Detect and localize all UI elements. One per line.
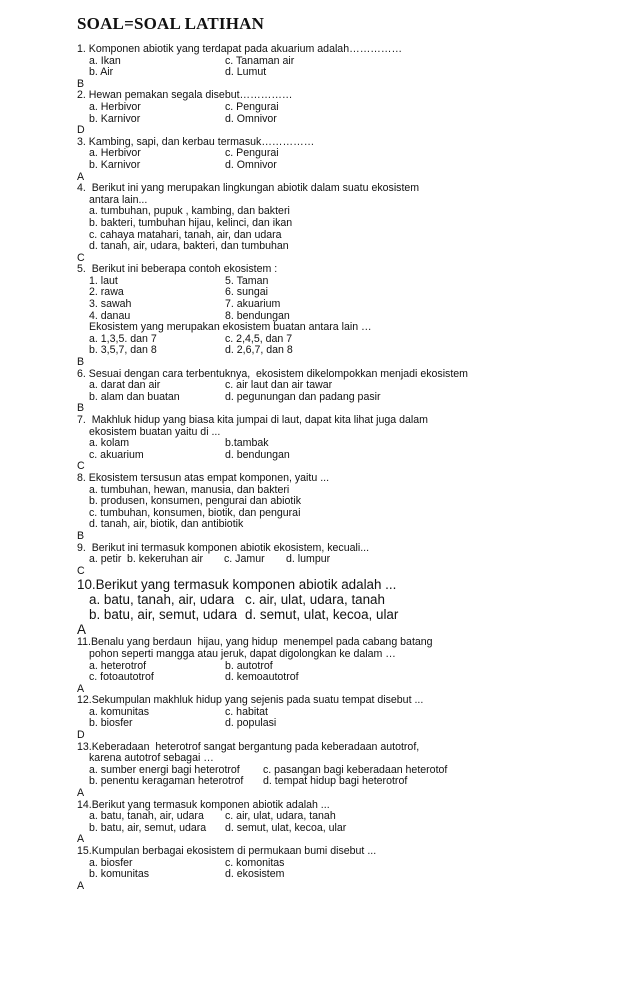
option: d. 2,6,7, dan 8	[225, 344, 293, 357]
question-9	[77, 543, 622, 578]
option: a. 1,3,5. dan 7	[89, 332, 157, 345]
answer-key: C	[77, 251, 85, 264]
option: b. biosfer	[89, 717, 133, 730]
option: d. tanah, air, biotik, dan antibiotik	[89, 518, 244, 531]
page-title: SOAL=SOAL LATIHAN	[77, 14, 265, 33]
question-text: 5. Berikut ini beberapa contoh ekosistem :	[77, 263, 278, 276]
option: d. bendungan	[225, 448, 290, 461]
option: a. kolam	[89, 437, 130, 450]
question-list	[77, 44, 622, 892]
option: d. tempat hidup bagi heterotrof	[263, 775, 408, 788]
option-row	[77, 823, 622, 835]
option: a. komunitas	[89, 705, 150, 718]
question-8	[77, 473, 622, 543]
option: d. lumpur	[286, 553, 331, 566]
answer-key: A	[77, 682, 85, 695]
option: b. Air	[89, 66, 114, 79]
question-1	[77, 44, 622, 90]
answer-key: B	[77, 402, 85, 415]
option-row	[77, 102, 622, 114]
option: d. ekosistem	[225, 868, 285, 881]
option-row	[77, 776, 622, 788]
option: a. Herbivor	[89, 147, 141, 160]
answer-key: A	[77, 879, 85, 892]
question-text: 1. Komponen abiotik yang terdapat pada akuarium adalah……………	[77, 43, 403, 55]
option: a. batu, tanah, air, udara	[89, 810, 204, 823]
answer-key: A	[77, 622, 86, 638]
question-10	[77, 577, 622, 637]
option-row	[77, 592, 622, 607]
option: b. Karnivor	[89, 158, 141, 171]
option: a. petir	[89, 553, 122, 566]
option: d. semut, ulat, kecoa, ular	[225, 821, 347, 834]
option-row	[77, 148, 622, 160]
option-row	[77, 67, 622, 79]
example-item: 1. laut	[89, 274, 118, 287]
option: b. 3,5,7, dan 8	[89, 344, 157, 357]
question-text: pohon seperti mangga atau jeruk, dapat digolongkan ke dalam …	[89, 647, 396, 660]
option-row	[77, 707, 622, 719]
answer-key: A	[77, 787, 85, 800]
option: a. sumber energi bagi heterotrof	[89, 763, 240, 776]
question-text: 15.Kumpulan berbagai ekosistem di permukaan bumi disebut ...	[77, 845, 377, 857]
question-15	[77, 846, 622, 892]
example-item: 3. sawah	[89, 298, 132, 311]
option: c. komonitas	[225, 856, 285, 869]
option: b. autotrof	[225, 659, 273, 672]
option: d. pegunungan dan padang pasir	[225, 390, 381, 403]
option: b. bakteri, tumbuhan hijau, kelinci, dan ikan	[89, 216, 293, 229]
question-3	[77, 137, 622, 183]
option-row	[77, 392, 622, 404]
option: c. Pengurai	[225, 100, 279, 113]
question-text: antara lain...	[89, 193, 148, 206]
example-item: 4. danau	[89, 309, 131, 322]
option: a. darat dan air	[89, 379, 161, 392]
answer-key: C	[77, 460, 85, 473]
answer-key: D	[77, 729, 85, 742]
example-list-row	[77, 276, 622, 288]
option: c. tumbuhan, konsumen, biotik, dan pengurai	[89, 506, 301, 519]
option: c. fotoautotrof	[89, 671, 154, 684]
option: b. komunitas	[89, 868, 150, 881]
question-text: 6. Sesuai dengan cara terbentuknya, ekosistem dikelompokkan menjadi ekosistem	[77, 367, 469, 380]
option: b. alam dan buatan	[89, 390, 180, 403]
option: b. produsen, konsumen, pengurai dan abiotik	[89, 495, 302, 508]
example-item: 5. Taman	[225, 274, 269, 287]
question-11	[77, 637, 622, 695]
option: d. tanah, air, udara, bakteri, dan tumbuhan	[89, 240, 289, 253]
answer-key: D	[77, 124, 85, 137]
question-2	[77, 90, 622, 136]
example-item: 6. sungai	[225, 286, 268, 299]
question-13	[77, 742, 622, 800]
option-row	[77, 160, 622, 172]
option: d. populasi	[225, 717, 277, 730]
option: a. Herbivor	[89, 100, 141, 113]
option: b. Karnivor	[89, 112, 141, 125]
option: a. tumbuhan, hewan, manusia, dan bakteri	[89, 483, 290, 496]
question-14	[77, 800, 622, 846]
question-text: 11.Benalu yang berdaun hijau, yang hidup menempel pada cabang batang	[77, 636, 433, 649]
option: c. air, ulat, udara, tanah	[245, 592, 385, 608]
option: c. air laut dan air tawar	[225, 379, 333, 392]
option-row	[77, 869, 622, 881]
question-text: 10.Berikut yang termasuk komponen abiotik adalah ...	[77, 577, 397, 593]
option-row	[77, 438, 622, 450]
example-item: 2. rawa	[89, 286, 124, 299]
option: d. Lumut	[225, 66, 267, 79]
option: c. akuarium	[89, 448, 144, 461]
question-text: karena autotrof sebagai …	[89, 752, 214, 765]
question-text: 12.Sekumpulan makhluk hidup yang sejenis pada suatu tempat disebut ...	[77, 694, 424, 707]
option: c. habitat	[225, 705, 268, 718]
answer-key: C	[77, 564, 85, 577]
option: c. pasangan bagi keberadaan heterotof	[263, 763, 448, 776]
example-list-row	[77, 287, 622, 299]
answer-key: B	[77, 356, 85, 369]
example-item: 7. akuarium	[225, 298, 281, 311]
question-12	[77, 695, 622, 741]
answer-key: B	[77, 77, 85, 90]
question-6	[77, 369, 622, 415]
option-row	[77, 56, 622, 68]
example-list-row	[77, 299, 622, 311]
option: d. kemoautotrof	[225, 671, 299, 684]
option: d. Omnivor	[225, 112, 277, 125]
answer-key: A	[77, 170, 85, 183]
option: c. Jamur	[224, 553, 265, 566]
question-text: ekosistem buatan yaitu di ...	[89, 425, 221, 438]
option: c. cahaya matahari, tanah, air, dan udara	[89, 228, 282, 241]
option: b. kekeruhan air	[127, 553, 203, 566]
question-text: 3. Kambing, sapi, dan kerbau termasuk……………	[77, 135, 315, 148]
question-text: Ekosistem yang merupakan ekosistem buatan antara lain …	[89, 321, 372, 334]
option: a. Ikan	[89, 54, 121, 67]
question-text: 13.Keberadaan heterotrof sangat bergantung pada keberadaan autotrof,	[77, 740, 420, 753]
option-row	[77, 345, 622, 357]
option: b. batu, air, semut, udara	[89, 607, 238, 623]
question-text: 4. Berikut ini yang merupakan lingkungan abiotik dalam suatu ekosistem	[77, 182, 420, 195]
option: b.tambak	[225, 437, 269, 450]
option: c. Tanaman air	[225, 54, 295, 67]
option-row	[77, 114, 622, 126]
question-text: 9. Berikut ini termasuk komponen abiotik ekosistem, kecuali...	[77, 541, 370, 554]
option: a. biosfer	[89, 856, 133, 869]
option-row	[77, 607, 622, 622]
option: c. Pengurai	[225, 147, 279, 160]
option: a. batu, tanah, air, udara	[89, 592, 235, 608]
option-row	[77, 334, 622, 346]
option-row	[77, 672, 622, 684]
question-text: 7. Makhluk hidup yang biasa kita jumpai di laut, dapat kita lihat juga dalam	[77, 414, 428, 426]
option: a. tumbuhan, pupuk , kambing, dan bakteri	[89, 205, 290, 218]
answer-key: A	[77, 833, 85, 846]
option: c. 2,4,5, dan 7	[225, 332, 293, 345]
option: c. air, ulat, udara, tanah	[225, 810, 336, 823]
option: d. Omnivor	[225, 158, 277, 171]
question-7	[77, 415, 622, 473]
option: b. penentu keragaman heterotrof	[89, 775, 244, 788]
option-row	[77, 450, 622, 462]
option-row	[77, 858, 622, 870]
example-item: 8. bendungan	[225, 309, 290, 322]
option-row	[77, 554, 622, 566]
option: b. batu, air, semut, udara	[89, 821, 207, 834]
question-text: 14.Berikut yang termasuk komponen abiotik adalah ...	[77, 798, 330, 811]
option: d. semut, ulat, kecoa, ular	[245, 607, 399, 623]
question-text: 8. Ekosistem tersusun atas empat komponen, yaitu ...	[77, 471, 330, 484]
question-5	[77, 264, 622, 368]
option-row	[77, 661, 622, 673]
answer-key: B	[77, 529, 85, 542]
option: a. heterotrof	[89, 659, 147, 672]
question-4	[77, 183, 622, 264]
option-row	[77, 718, 622, 730]
question-text: 2. Hewan pemakan segala disebut……………	[77, 89, 293, 102]
